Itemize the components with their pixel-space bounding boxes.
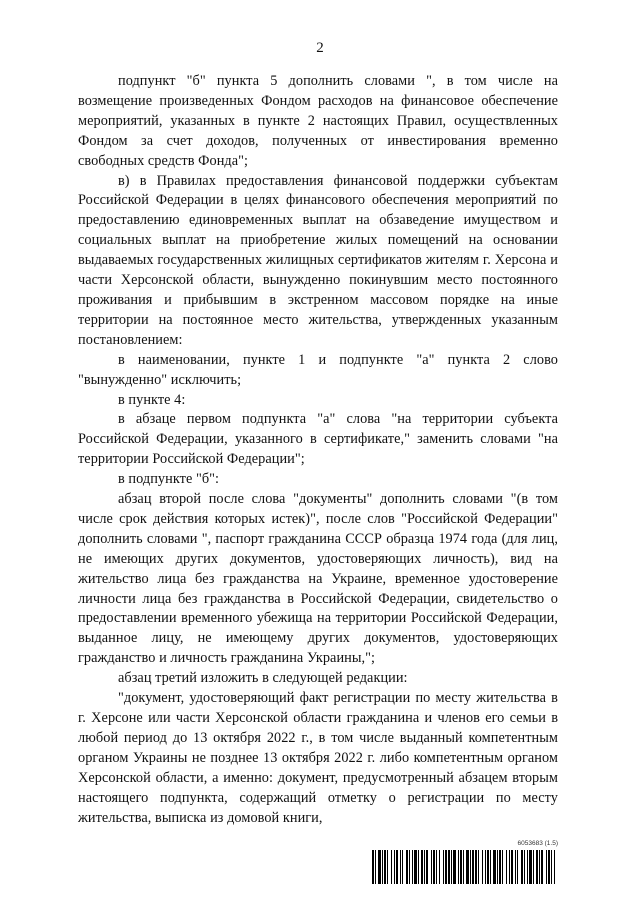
paragraph: в абзаце первом подпункта "а" слова "на территории субъекта Российской Федерации, указанного в сертификате," заменить словами "на территории Российской Федерации"; [78,411,558,468]
paragraph: подпункт "б" пункта 5 дополнить словами ", в том числе на возмещение произведенных Фондом расходов на финансовое обеспечение мероприятий, указанных в пункте 2 настоящих Правил, осуществленных Фондом за счет доходов, полученных от инвестирования временно свободных средств Фонда"; [78,73,558,169]
barcode-caption: 6053683 (1.5) [517,840,558,847]
paragraph: "документ, удостоверяющий факт регистрации по месту жительства в г. Херсоне или части Херсонской области гражданина и членов его семьи в любой период до 13 октября 2022 г., в том числе выданный компетентным органом Украины не позднее 13 октября 2022 г. либо компетентным органом Херсонской области, а именно: документ, предусмотренный абзацем вторым настоящего подпункта, содержащий отметку о регистрации по месту жительства, выписка из домовой книги, [78,690,558,826]
document-barcode [372,840,558,884]
document-body [78,72,558,828]
paragraph: абзац второй после слова "документы" дополнить словами "(в том числе срок действия которых истек)", после слов "Российской Федерации" дополнить словами ", паспорт гражданина СССР образца 1974 года (для лиц, не имеющих других документов, удостоверяющих личность), вид на жительство лица без гражданства на Украине, временное удостоверение личности лица без гражданства в Российской Федерации, свидетельство о предоставлении временного убежища на территории Российской Федерации, выданное лицу, не имеющему других документов, удостоверяющих гражданство и личность гражданина Украины,"; [78,491,558,667]
paragraph: в пункте 4: [118,391,186,408]
paragraph: в) в Правилах предоставления финансовой поддержки субъектам Российской Федерации в целях финансового обеспечения мероприятий по предоставлению единовременных выплат на обзаведение имуществом и социальных выплат на приобретение жилых помещений на основании выдаваемых государственных жилищных сертификатов жителям г. Херсона и части Херсонской области, вынужденно покинувшим место постоянного проживания и прибывшим в экстренном массовом порядке на иные территории на постоянное место жительства, утвержденных указанным постановлением: [78,172,558,348]
page-number: 2 [316,40,324,56]
paragraph: в наименовании, пункте 1 и подпункте "а" пункта 2 слово "вынужденно" исключить; [78,351,558,388]
paragraph: в подпункте "б": [118,471,220,488]
paragraph: абзац третий изложить в следующей редакции: [118,670,408,687]
barcode-icon [372,850,558,884]
